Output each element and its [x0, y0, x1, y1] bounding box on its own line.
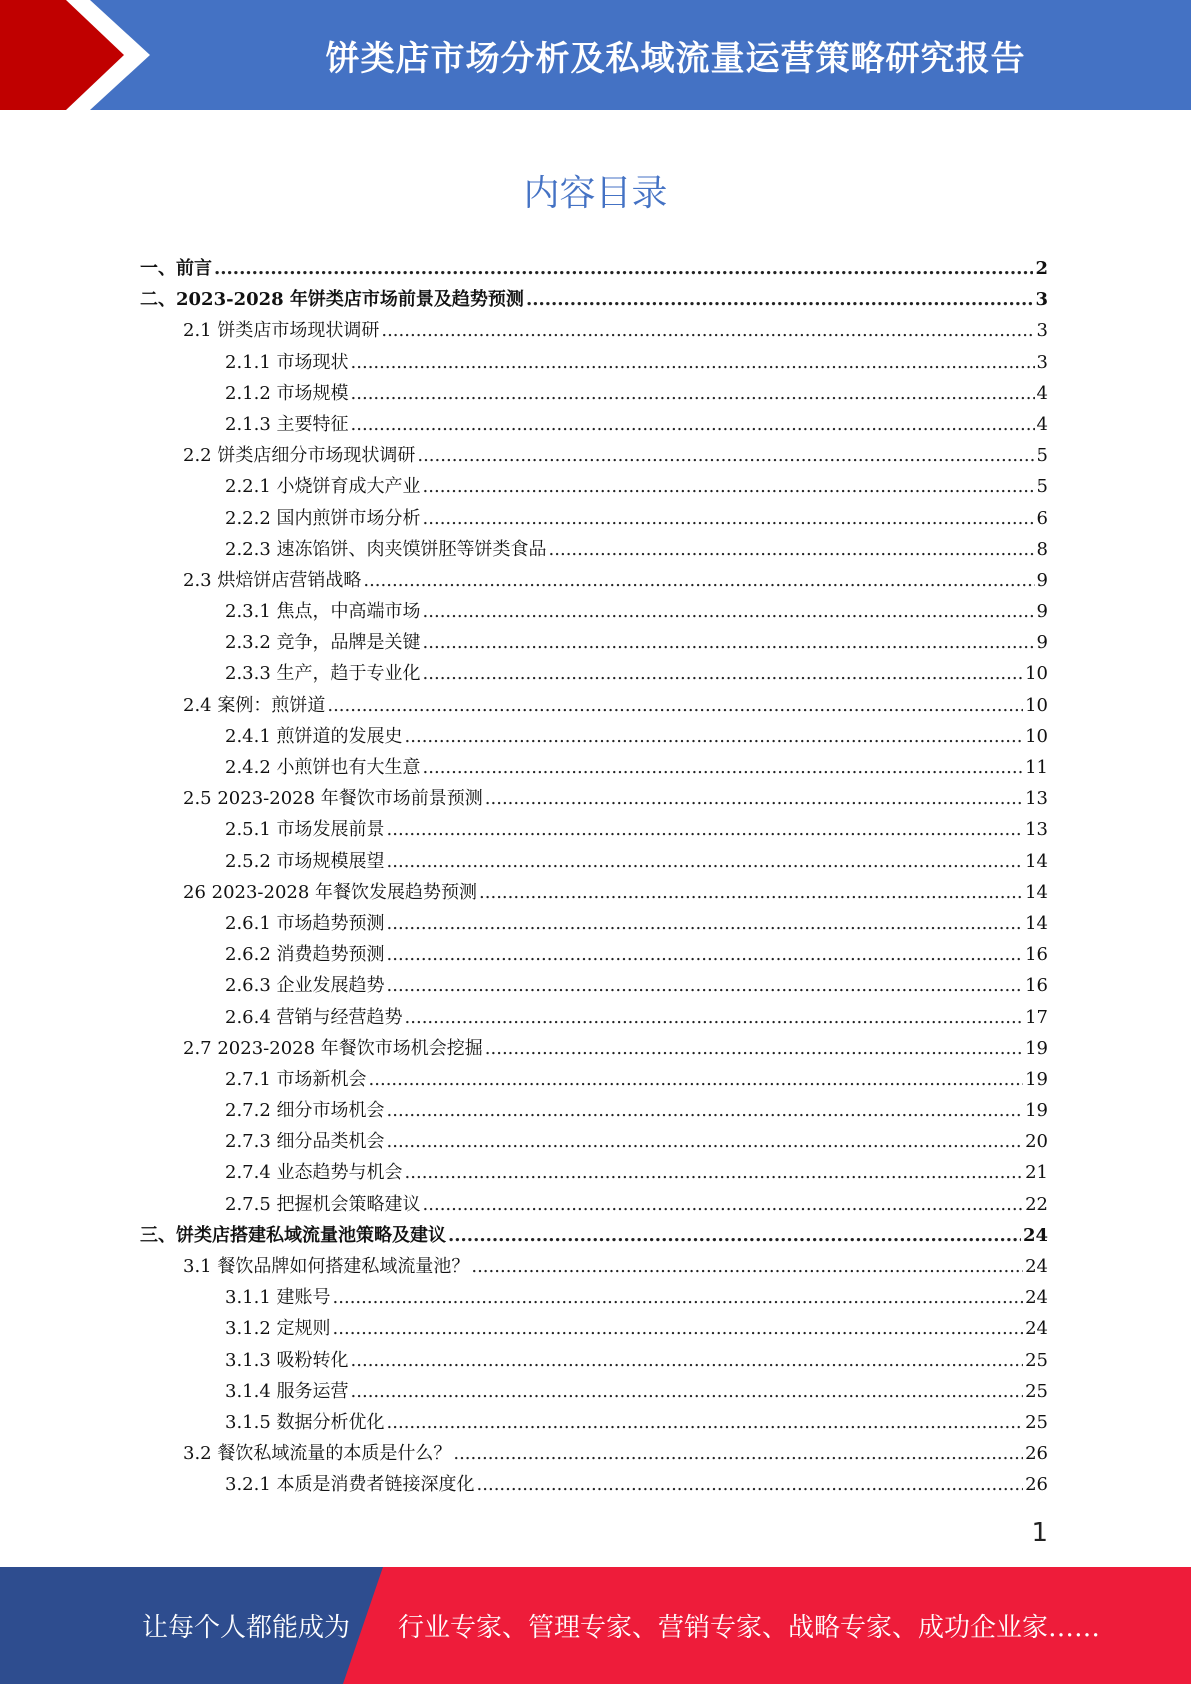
report-title: 饼类店市场分析及私域流量运营策略研究报告 — [325, 38, 1026, 79]
toc-entry-title: 3.2.1 本质是消费者链接深度化 — [225, 1474, 475, 1496]
toc-entry-page: 11 — [1025, 757, 1048, 778]
toc-leader-dots — [327, 690, 1023, 721]
toc-entry-page: 24 — [1025, 1318, 1048, 1340]
toc-entry-title: 2.3.2 竞争，品牌是关键 — [225, 632, 421, 654]
toc-leader-dots — [479, 877, 1023, 908]
toc-leader-dots — [453, 1438, 1023, 1469]
toc-entry[interactable] — [140, 1376, 1048, 1407]
toc-entry-title: 2.2.2 国内煎饼市场分析 — [225, 507, 421, 529]
toc-leader-dots — [526, 284, 1034, 315]
toc-leader-dots — [423, 503, 1035, 534]
toc-entry-title: 2.5 2023-2028 年餐饮市场前景预测 — [183, 788, 483, 810]
toc-entry[interactable] — [140, 1157, 1048, 1188]
toc-leader-dots — [387, 1095, 1024, 1126]
toc-entry-page: 26 — [1025, 1443, 1048, 1465]
toc-entry-title: 2.3 烘焙饼店营销战略 — [183, 569, 362, 591]
toc-entry-title: 3.1.1 建账号 — [225, 1287, 331, 1309]
toc-entry[interactable] — [140, 814, 1048, 845]
toc-leader-dots — [214, 253, 1033, 284]
toc-entry-title: 2.7.1 市场新机会 — [225, 1068, 367, 1090]
toc-entry-title: 二、2023-2028 年饼类店市场前景及趋势预测 — [140, 289, 524, 311]
toc-entry-title: 2.1.3 主要特征 — [225, 413, 349, 435]
toc-entry[interactable] — [140, 970, 1048, 1001]
toc-entry-page: 24 — [1025, 1256, 1048, 1277]
toc-entry[interactable] — [140, 534, 1048, 565]
toc-entry-page: 14 — [1025, 850, 1048, 872]
toc-entry-title: 2.6.1 市场趋势预测 — [225, 912, 385, 934]
toc-leader-dots — [387, 1407, 1024, 1438]
toc-entry-title: 2.1.2 市场规模 — [225, 382, 349, 404]
toc-entry[interactable] — [140, 783, 1048, 814]
toc-entry-page: 9 — [1036, 569, 1048, 591]
toc-entry-title: 2.3.1 焦点，中高端市场 — [225, 601, 421, 623]
toc-entry-page: 3 — [1035, 289, 1048, 311]
toc-entry[interactable] — [140, 690, 1048, 721]
toc-entry-title: 2.4.1 煎饼道的发展史 — [225, 725, 403, 747]
toc-entry-page: 14 — [1025, 912, 1048, 934]
toc-entry[interactable] — [140, 253, 1048, 284]
toc-entry-page: 3 — [1036, 320, 1048, 342]
toc-entry-page: 4 — [1036, 413, 1048, 435]
toc-entry-title: 2.6.4 营销与经营趋势 — [225, 1006, 403, 1028]
toc-entry[interactable] — [140, 503, 1048, 534]
toc-entry-page: 4 — [1036, 382, 1048, 404]
toc-entry[interactable] — [140, 1407, 1048, 1438]
toc-entry-title: 3.1.4 服务运营 — [225, 1380, 349, 1402]
toc-entry-page: 20 — [1025, 1131, 1048, 1153]
toc-leader-dots — [485, 783, 1023, 814]
toc-leader-dots — [351, 1376, 1024, 1407]
footer-banner — [0, 1567, 1191, 1684]
toc-entry-page: 25 — [1025, 1411, 1048, 1433]
toc-entry-page: 25 — [1025, 1349, 1048, 1371]
toc-entry-page: 24 — [1022, 1224, 1048, 1246]
toc-entry[interactable] — [140, 658, 1048, 689]
toc-entry-page: 26 — [1025, 1474, 1048, 1496]
toc-leader-dots — [423, 627, 1035, 658]
toc-leader-dots — [333, 1282, 1024, 1313]
toc-leader-dots — [405, 1002, 1024, 1033]
table-of-contents — [140, 253, 1048, 1501]
header-banner — [0, 0, 1191, 110]
toc-entry-title: 2.1 饼类店市场现状调研 — [183, 320, 380, 342]
toc-entry-page: 17 — [1025, 1006, 1048, 1028]
toc-entry[interactable] — [140, 1345, 1048, 1376]
toc-entry-page: 19 — [1025, 1068, 1048, 1090]
toc-entry-title: 2.2 饼类店细分市场现状调研 — [183, 445, 416, 467]
toc-entry-page: 5 — [1036, 476, 1048, 498]
toc-leader-dots — [363, 565, 1034, 596]
toc-leader-dots — [351, 1345, 1024, 1376]
toc-leader-dots — [387, 814, 1024, 845]
toc-entry[interactable] — [140, 752, 1048, 783]
toc-entry-title: 2.5.2 市场规模展望 — [225, 850, 385, 872]
toc-entry-page: 25 — [1025, 1380, 1048, 1402]
toc-entry-title: 2.5.1 市场发展前景 — [225, 819, 385, 841]
toc-entry-page: 24 — [1025, 1287, 1048, 1309]
toc-entry-title: 2.7.3 细分品类机会 — [225, 1131, 385, 1153]
toc-entry-page: 10 — [1025, 694, 1048, 716]
toc-entry-title: 2.3.3 生产，趋于专业化 — [225, 663, 421, 685]
toc-leader-dots — [417, 440, 1034, 471]
page-number: 1 — [1031, 1518, 1048, 1548]
toc-entry[interactable] — [140, 846, 1048, 877]
toc-leader-dots — [549, 534, 1035, 565]
toc-leader-dots — [405, 1157, 1024, 1188]
toc-entry[interactable] — [140, 1438, 1048, 1469]
toc-entry-page: 8 — [1036, 538, 1048, 560]
toc-entry[interactable] — [140, 908, 1048, 939]
toc-entry-title: 2.7.5 把握机会策略建议 — [225, 1193, 421, 1215]
toc-entry-title: 3.1.3 吸粉转化 — [225, 1349, 349, 1371]
toc-entry[interactable] — [140, 1126, 1048, 1157]
toc-entry-page: 9 — [1036, 601, 1048, 623]
header-arrow-decoration — [0, 0, 150, 110]
toc-leader-dots — [351, 378, 1035, 409]
toc-leader-dots — [423, 596, 1035, 627]
toc-entry-title: 2.7.2 细分市场机会 — [225, 1100, 385, 1122]
toc-entry[interactable] — [140, 1064, 1048, 1095]
toc-entry[interactable] — [140, 1251, 1048, 1282]
toc-entry-page: 9 — [1036, 632, 1048, 654]
toc-leader-dots — [387, 939, 1024, 970]
toc-leader-dots — [477, 1469, 1024, 1500]
toc-entry[interactable] — [140, 1189, 1048, 1220]
toc-entry-page: 5 — [1036, 445, 1048, 467]
toc-entry[interactable] — [140, 1095, 1048, 1126]
toc-entry[interactable] — [140, 565, 1048, 596]
toc-leader-dots — [423, 752, 1024, 783]
toc-entry-title: 3.1 餐饮品牌如何搭建私域流量池？ — [183, 1256, 470, 1277]
toc-entry[interactable] — [140, 877, 1048, 908]
toc-entry-page: 2 — [1035, 258, 1048, 279]
toc-entry[interactable] — [140, 284, 1048, 315]
toc-entry-page: 14 — [1025, 881, 1048, 903]
toc-leader-dots — [423, 1189, 1024, 1220]
toc-entry-title: 2.6.3 企业发展趋势 — [225, 975, 385, 997]
toc-entry[interactable] — [140, 315, 1048, 346]
toc-entry-title: 26 2023-2028 年餐饮发展趋势预测 — [183, 881, 478, 903]
toc-entry[interactable] — [140, 440, 1048, 471]
toc-entry[interactable] — [140, 627, 1048, 658]
toc-entry[interactable] — [140, 939, 1048, 970]
toc-leader-dots — [387, 970, 1024, 1001]
toc-entry-title: 一、前言 — [140, 258, 212, 279]
toc-leader-dots — [471, 1251, 1023, 1282]
toc-entry[interactable] — [140, 1033, 1048, 1064]
toc-entry-title: 三、饼类店搭建私域流量池策略及建议 — [140, 1224, 446, 1246]
toc-leader-dots — [333, 1313, 1024, 1344]
toc-entry-title: 2.4.2 小煎饼也有大生意 — [225, 757, 421, 778]
toc-entry-title: 2.2.1 小烧饼育成大产业 — [225, 476, 421, 498]
toc-leader-dots — [369, 1064, 1024, 1095]
toc-entry-title: 2.1.1 市场现状 — [225, 351, 349, 373]
toc-entry[interactable] — [140, 1002, 1048, 1033]
toc-entry-title: 2.2.3 速冻馅饼、肉夹馍饼胚等饼类食品 — [225, 538, 547, 560]
toc-entry-page: 16 — [1025, 944, 1048, 966]
toc-entry[interactable] — [140, 378, 1048, 409]
toc-entry-page: 6 — [1036, 507, 1048, 529]
toc-entry-page: 16 — [1025, 975, 1048, 997]
toc-entry[interactable] — [140, 347, 1048, 378]
toc-entry-page: 10 — [1025, 663, 1048, 685]
toc-entry[interactable] — [140, 596, 1048, 627]
footer-slogan: 让每个人都能成为 — [142, 1613, 351, 1643]
toc-leader-dots — [351, 409, 1035, 440]
toc-entry[interactable] — [140, 1313, 1048, 1344]
toc-leader-dots — [423, 658, 1024, 689]
toc-entry-page: 21 — [1025, 1162, 1048, 1184]
toc-entry-page: 13 — [1025, 788, 1048, 810]
toc-entry-page: 22 — [1025, 1193, 1048, 1215]
toc-leader-dots — [405, 721, 1024, 752]
toc-entry-title: 2.4 案例：煎饼道 — [183, 694, 326, 716]
toc-entry-title: 3.1.5 数据分析优化 — [225, 1411, 385, 1433]
toc-entry[interactable] — [140, 409, 1048, 440]
toc-leader-dots — [387, 908, 1024, 939]
toc-entry[interactable] — [140, 1469, 1048, 1500]
toc-entry-title: 3.1.2 定规则 — [225, 1318, 331, 1340]
footer-tagline: 行业专家、管理专家、营销专家、战略专家、成功企业家…… — [398, 1613, 1101, 1643]
toc-entry[interactable] — [140, 721, 1048, 752]
toc-entry-page: 3 — [1036, 351, 1048, 373]
toc-leader-dots — [387, 1126, 1024, 1157]
toc-leader-dots — [448, 1220, 1021, 1251]
toc-entry-page: 19 — [1025, 1037, 1048, 1059]
toc-leader-dots — [351, 347, 1035, 378]
toc-entry-page: 19 — [1025, 1100, 1048, 1122]
toc-heading: 内容目录 — [523, 173, 668, 214]
toc-leader-dots — [423, 471, 1035, 502]
toc-entry[interactable] — [140, 1282, 1048, 1313]
toc-leader-dots — [381, 315, 1034, 346]
toc-leader-dots — [387, 846, 1024, 877]
toc-entry-page: 13 — [1025, 819, 1048, 841]
toc-entry-title: 2.7.4 业态趋势与机会 — [225, 1162, 403, 1184]
toc-entry[interactable] — [140, 1220, 1048, 1251]
toc-entry-title: 2.6.2 消费趋势预测 — [225, 944, 385, 966]
toc-entry-title: 3.2 餐饮私域流量的本质是什么？ — [183, 1443, 452, 1465]
toc-entry-page: 10 — [1025, 725, 1048, 747]
toc-entry-title: 2.7 2023-2028 年餐饮市场机会挖掘 — [183, 1037, 483, 1059]
toc-leader-dots — [485, 1033, 1023, 1064]
toc-entry[interactable] — [140, 471, 1048, 502]
